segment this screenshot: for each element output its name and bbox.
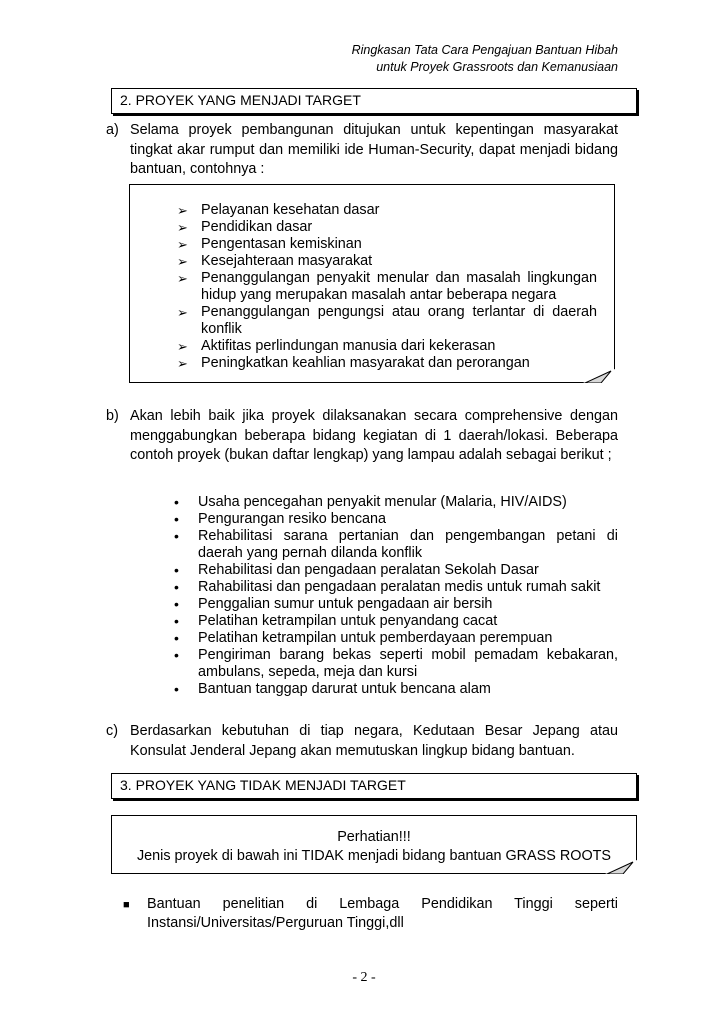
list-item: • Penggalian sumur untuk pengadaan air bersih bbox=[174, 596, 493, 612]
arrow-bullet-icon: ➢ bbox=[177, 220, 188, 235]
paragraph-c-marker: c) bbox=[106, 723, 118, 739]
page-curl-icon bbox=[605, 860, 637, 874]
list-item: • Bantuan tanggap darurat untuk bencana alam bbox=[174, 681, 491, 697]
list-item: • Rehabilitasi dan pengadaan peralatan Sekolah Dasar bbox=[174, 562, 539, 578]
arrow-bullet-icon: ➢ bbox=[177, 356, 188, 371]
section-3-title: 3. PROYEK YANG TIDAK MENJADI TARGET bbox=[120, 777, 406, 793]
list-item: • Usaha pencegahan penyakit menular (Malaria, HIV/AIDS) bbox=[174, 494, 567, 510]
notice-text: Jenis proyek di bawah ini TIDAK menjadi bidang bantuan GRASS ROOTS bbox=[136, 848, 612, 864]
running-header bbox=[352, 42, 618, 76]
bullet-icon: • bbox=[174, 647, 179, 663]
list-item: ➢ Pendidikan dasar bbox=[177, 219, 313, 235]
page-number: - 2 - bbox=[352, 970, 376, 985]
list-item: • Pengiriman barang bekas seperti mobil pemadam kebakaran, ambulans, sepeda, meja dan kursi bbox=[174, 647, 618, 680]
notice-content bbox=[112, 828, 636, 866]
list-item: ■ Bantuan penelitian di Lembaga Pendidikan Tinggi seperti Instansi/Universitas/Perguruan Tinggi,dll bbox=[123, 896, 618, 931]
header-line-1: Ringkasan Tata Cara Pengajuan Bantuan Hibah bbox=[351, 43, 618, 57]
paragraph-c-text: Berdasarkan kebutuhan di tiap negara, Kedutaan Besar Jepang atau Konsulat Jenderal Jepang akan memutuskan lingkup bidang bantuan. bbox=[130, 723, 618, 759]
list-item: • Pengurangan resiko bencana bbox=[174, 511, 387, 527]
list-item: ➢ Kesejahteraan masyarakat bbox=[177, 253, 373, 269]
page-curl-icon bbox=[583, 369, 615, 383]
section-2-title: 2. PROYEK YANG MENJADI TARGET bbox=[120, 92, 361, 108]
bullet-icon: • bbox=[174, 494, 179, 510]
header-line-2: untuk Proyek Grassroots dan Kemanusiaan bbox=[376, 60, 618, 74]
paragraph-b-text: Akan lebih baik jika proyek dilaksanakan secara comprehensive dengan menggabungkan beberapa bidang kegiatan di 1 daerah/lokasi. Beberapa contoh proyek (bukan daftar lengkap) yang lampau adalah sebagai berikut ; bbox=[130, 408, 618, 463]
list-item: • Rehabilitasi sarana pertanian dan pengembangan petani di daerah yang pernah dilanda konflik bbox=[174, 528, 618, 561]
notice-box bbox=[111, 815, 637, 874]
notice-title: Perhatian!!! bbox=[337, 829, 411, 845]
list-item: ➢ Peningkatkan keahlian masyarakat dan perorangan bbox=[177, 355, 530, 371]
paragraph-a-marker: a) bbox=[106, 122, 119, 138]
paragraph-a-text: Selama proyek pembangunan ditujukan untuk kepentingan masyarakat tingkat akar rumput dan memiliki ide Human-Security, dapat menjadi bidang bantuan, contohnya : bbox=[130, 122, 618, 177]
excluded-list bbox=[123, 895, 618, 933]
paragraph-b-marker: b) bbox=[106, 408, 119, 424]
arrow-bullet-icon: ➢ bbox=[177, 305, 188, 320]
section-3-title-box bbox=[111, 773, 637, 799]
bullet-icon: • bbox=[174, 511, 179, 527]
paragraph-a bbox=[106, 121, 618, 180]
list-item: • Rahabilitasi dan pengadaan peralatan medis untuk rumah sakit bbox=[174, 579, 601, 595]
list-item: • Pelatihan ketrampilan untuk penyandang cacat bbox=[174, 613, 498, 629]
arrow-bullet-icon: ➢ bbox=[177, 254, 188, 269]
arrow-bullet-icon: ➢ bbox=[177, 203, 188, 218]
list-item: ➢ Penanggulangan pengungsi atau orang terlantar di daerah konflik bbox=[177, 304, 597, 337]
bullet-icon: • bbox=[174, 613, 179, 629]
bullet-icon: • bbox=[174, 630, 179, 646]
list-item: ➢ Aktifitas perlindungan manusia dari kekerasan bbox=[177, 338, 496, 354]
list-item: • Pelatihan ketrampilan untuk pemberdayaan perempuan bbox=[174, 630, 553, 646]
bullet-icon: • bbox=[174, 681, 179, 697]
bullet-icon: • bbox=[174, 562, 179, 578]
paragraph-c bbox=[106, 722, 618, 761]
paragraph-b bbox=[106, 407, 618, 466]
examples-list bbox=[177, 202, 597, 372]
list-item: ➢ Pengentasan kemiskinan bbox=[177, 236, 362, 252]
arrow-bullet-icon: ➢ bbox=[177, 339, 188, 354]
past-projects-list bbox=[174, 494, 618, 698]
list-item: ➢ Pelayanan kesehatan dasar bbox=[177, 202, 380, 218]
bullet-icon: • bbox=[174, 596, 179, 612]
bullet-icon: • bbox=[174, 579, 179, 595]
list-item: ➢ Penanggulangan penyakit menular dan masalah lingkungan hidup yang merupakan masalah antar beberapa negara bbox=[177, 270, 597, 303]
bullet-icon: • bbox=[174, 528, 179, 544]
section-2-title-box bbox=[111, 88, 637, 114]
arrow-bullet-icon: ➢ bbox=[177, 271, 188, 286]
examples-note-box bbox=[129, 184, 615, 383]
arrow-bullet-icon: ➢ bbox=[177, 237, 188, 252]
square-bullet-icon: ■ bbox=[123, 899, 130, 911]
